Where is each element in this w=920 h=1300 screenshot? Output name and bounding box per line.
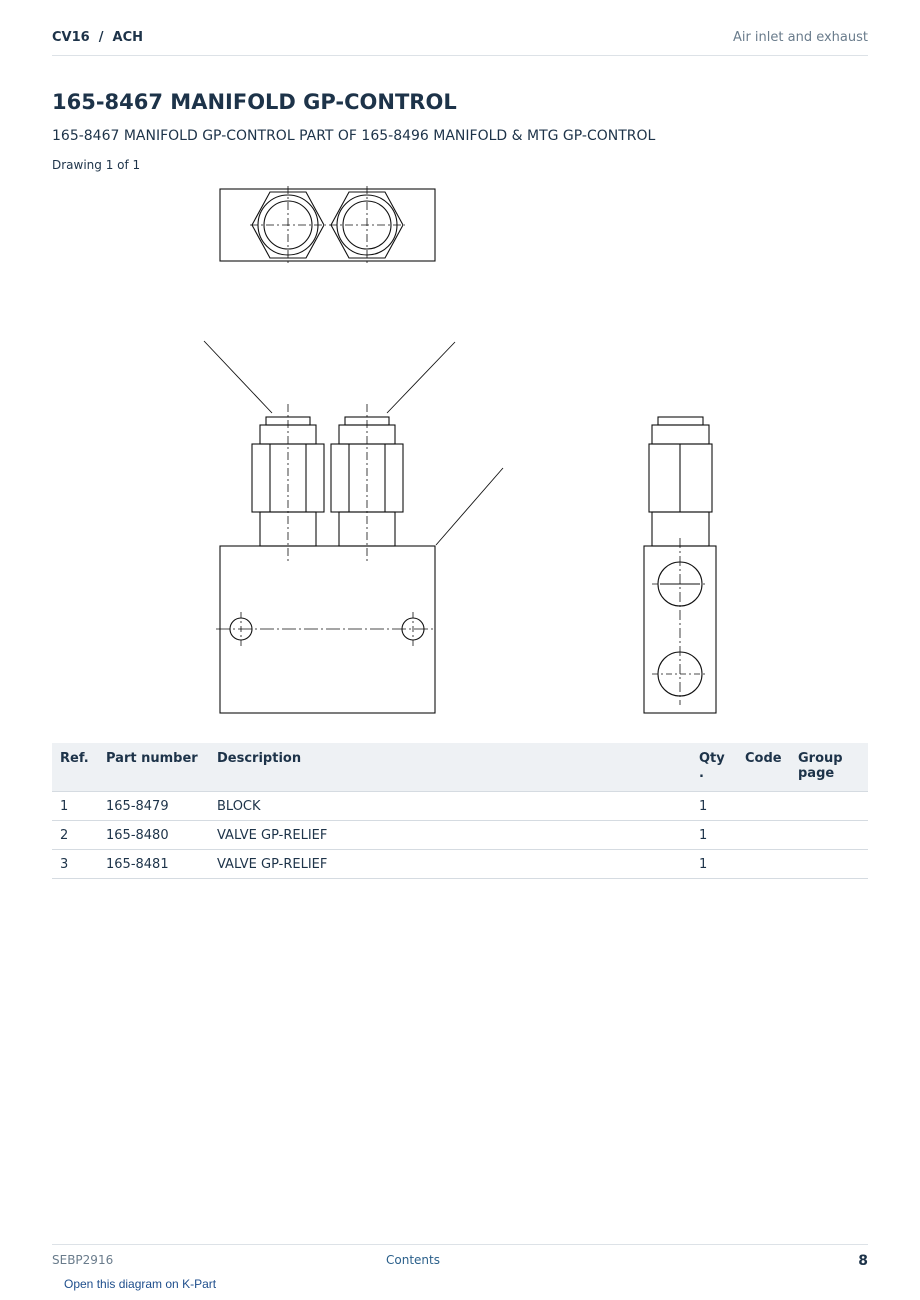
cell-qty: 1	[691, 792, 737, 821]
contents-link[interactable]: Contents	[386, 1253, 440, 1267]
document-id: SEBP2916	[52, 1253, 114, 1267]
cell-code	[737, 792, 790, 821]
page-subtitle: 165-8467 MANIFOLD GP-CONTROL PART OF 165-8496 MANIFOLD & MTG GP-CONTROL	[52, 128, 656, 144]
cell-qty: 1	[691, 821, 737, 850]
cell-ref: 3	[52, 850, 98, 879]
front-view	[204, 341, 503, 713]
drawing-label: Drawing 1 of 1	[52, 158, 141, 172]
cell-part-number: 165-8479	[98, 792, 209, 821]
table-row	[52, 792, 868, 821]
kpart-link[interactable]: Open this diagram on K-Part	[64, 1277, 217, 1291]
cell-ref: 2	[52, 821, 98, 850]
cell-group-page	[790, 792, 868, 821]
cell-code	[737, 850, 790, 879]
cell-part-number: 165-8480	[98, 821, 209, 850]
top-view	[220, 186, 435, 264]
col-code: Code	[737, 743, 790, 792]
side-view	[644, 417, 716, 713]
cell-description: BLOCK	[209, 792, 691, 821]
cell-part-number: 165-8481	[98, 850, 209, 879]
parts-table	[52, 743, 868, 879]
col-ref: Ref.	[52, 743, 98, 792]
col-group-page: Group page	[790, 743, 868, 792]
breadcrumb: CV16 / ACH	[52, 30, 144, 45]
page-footer	[52, 1244, 868, 1295]
section-title: Air inlet and exhaust	[732, 30, 868, 45]
cell-qty: 1	[691, 850, 737, 879]
cell-group-page	[790, 821, 868, 850]
table-header-row	[52, 743, 868, 792]
table-row	[52, 850, 868, 879]
table-row	[52, 821, 868, 850]
page-number: 8	[858, 1253, 868, 1269]
col-qty: Qty .	[691, 743, 737, 792]
cell-group-page	[790, 850, 868, 879]
cell-description: VALVE GP-RELIEF	[209, 850, 691, 879]
cell-description: VALVE GP-RELIEF	[209, 821, 691, 850]
col-part-number: Part number	[98, 743, 209, 792]
page-title: 165-8467 MANIFOLD GP-CONTROL	[52, 90, 457, 114]
cell-code	[737, 821, 790, 850]
cell-ref: 1	[52, 792, 98, 821]
col-description: Description	[209, 743, 691, 792]
